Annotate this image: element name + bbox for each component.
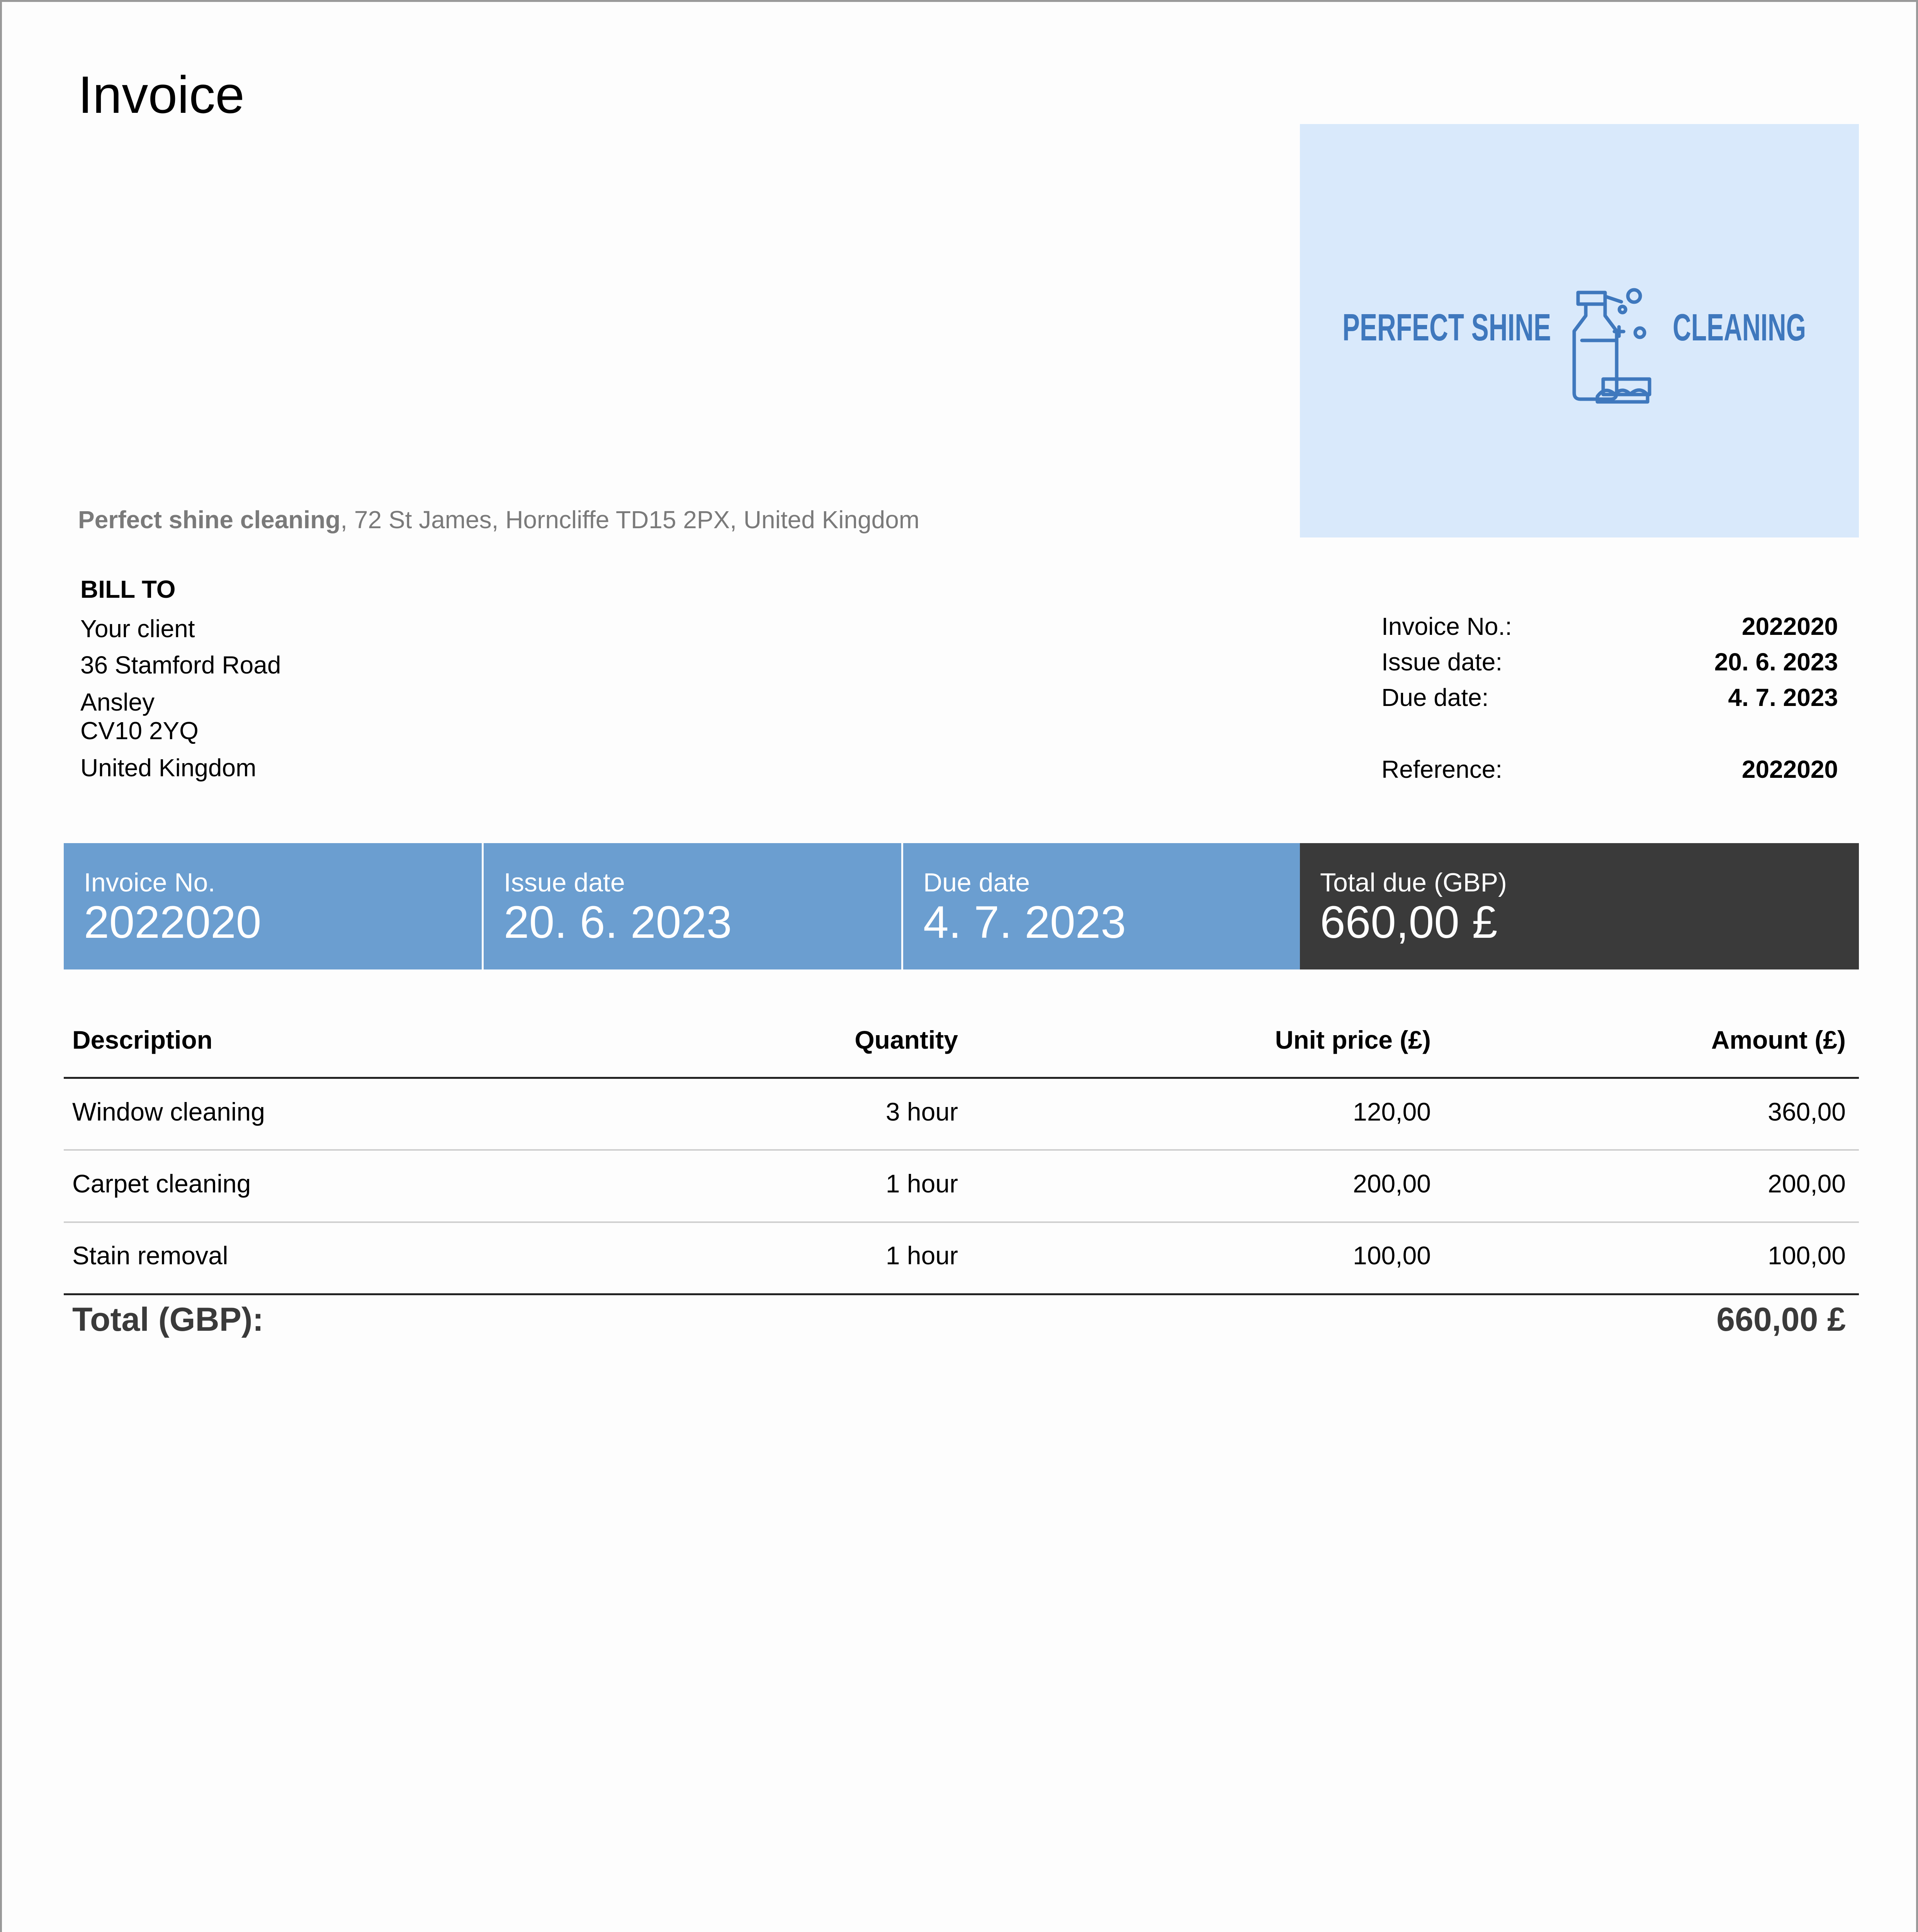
company-logo [1300,124,1859,537]
bill-to-city: Ansley [80,688,155,716]
bill-to-heading: BILL TO [80,575,176,603]
summary-issue-date-label: Issue date [504,868,625,897]
row-divider [64,1221,1859,1223]
row-amount: 200,00 [1768,1169,1846,1198]
table-total-label: Total (GBP): [72,1301,264,1338]
summary-total-due-value: 660,00 £ [1320,897,1498,948]
row-unit-price: 200,00 [1353,1169,1431,1198]
seller-address: , 72 St James, Horncliffe TD15 2PX, United Kingdom [340,506,920,534]
row-quantity: 1 hour [885,1169,958,1198]
column-header-description: Description [72,1026,213,1054]
summary-total-due [1300,843,1859,969]
table-header-divider [64,1077,1859,1079]
bill-to-country: United Kingdom [80,754,257,782]
row-unit-price: 100,00 [1353,1241,1431,1270]
row-quantity: 3 hour [885,1097,958,1126]
row-divider [64,1149,1859,1151]
row-description: Carpet cleaning [72,1169,251,1198]
document-title: Invoice [78,65,245,124]
summary-due-date-value: 4. 7. 2023 [923,897,1126,948]
issue-date-label: Issue date: [1381,648,1503,676]
spray-bottle-and-sponge-icon [1574,290,1650,402]
table-total-value: 660,00 £ [1716,1301,1846,1338]
row-amount: 100,00 [1768,1241,1846,1270]
column-header-quantity: Quantity [855,1026,958,1054]
column-header-unit-price: Unit price (£) [1275,1026,1431,1054]
summary-due-date-label: Due date [923,868,1030,897]
logo-text-right: CLEANING [1673,306,1806,349]
row-unit-price: 120,00 [1353,1097,1431,1126]
summary-total-due-label: Total due (GBP) [1320,868,1507,897]
seller-address-line [78,504,919,535]
bill-to-street: 36 Stamford Road [80,651,281,679]
row-quantity: 1 hour [885,1241,958,1270]
summary-due-date [903,843,1300,969]
invoice-no-label: Invoice No.: [1381,612,1512,640]
column-header-amount: Amount (£) [1711,1026,1846,1054]
due-date-label: Due date: [1381,684,1489,711]
summary-bar [64,843,1859,969]
summary-issue-date-value: 20. 6. 2023 [504,897,732,948]
bill-to-client-name: Your client [80,615,195,643]
summary-invoice-no-label: Invoice No. [84,868,216,897]
logo-text-left: PERFECT SHINE [1342,306,1551,349]
table-total-divider [64,1293,1859,1295]
summary-invoice-no-value: 2022020 [84,897,262,948]
reference-value: 2022020 [1741,755,1838,783]
reference-label: Reference: [1381,755,1503,783]
summary-invoice-no [64,843,482,969]
logo-graphic [1300,124,1859,537]
due-date-value: 4. 7. 2023 [1728,684,1838,711]
row-amount: 360,00 [1768,1097,1846,1126]
invoice-no-value: 2022020 [1741,612,1838,640]
bill-to-postcode: CV10 2YQ [80,717,199,745]
issue-date-value: 20. 6. 2023 [1714,648,1838,676]
row-description: Stain removal [72,1241,228,1270]
row-description: Window cleaning [72,1097,265,1126]
seller-name: Perfect shine cleaning [78,506,341,534]
summary-issue-date [484,843,901,969]
